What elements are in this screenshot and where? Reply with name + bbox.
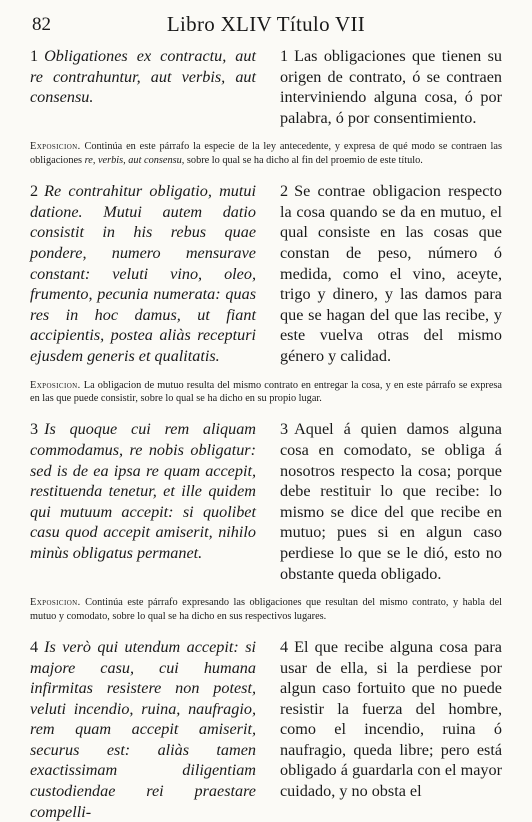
exposition-label: Exposicion. [30, 141, 81, 153]
latin-body: Re contrahitur obligatio, mutui datione. Mutui autem datio consistit in his rebus quae pondere, numero mensurave constant: veluti vino, oleo, frumento, pecunia numerata: quas res in hoc damus, ut fiant accipientis, postea aliàs recepturi ejusdem generis et qualitatis. [30, 182, 256, 365]
latin-text-1 [30, 46, 256, 128]
paragraph-number: 3 [280, 420, 289, 439]
book-page [30, 12, 502, 822]
latin-text-4 [30, 637, 256, 822]
running-title: Libro XLIV Título VII [166, 12, 366, 36]
exposition-text-end: sobre lo qual se ha dicho al fin del proemio de este título. [186, 154, 423, 166]
latin-text-3 [30, 419, 256, 584]
paragraph-number: 2 [30, 182, 39, 201]
spanish-text-1 [280, 46, 502, 128]
paragraph-2 [30, 181, 502, 366]
exposition-italic: re, verbis, aut consensu, [84, 154, 185, 166]
page-number: 82 [32, 14, 51, 35]
paragraph-number: 1 [30, 47, 39, 65]
paragraph-number: 4 [30, 637, 39, 656]
latin-body: Obligationes ex contractu, aut re contrahuntur, aut verbis, aut consensu. [30, 47, 256, 107]
exposition-label: Exposicion. [30, 597, 81, 609]
paragraph-number: 4 [280, 637, 289, 656]
paragraph-number: 2 [280, 182, 289, 201]
latin-body: Is quoque cui rem aliquam commodamus, re nobis obligatur: sed is de ea ipsa re quam accepit, restituenda tenetur, et ille quidem qui mutuum accepit: si quolibet casu quod accepit amiserit, nihilo minùs obligatus permanet. [30, 420, 256, 562]
page-header [30, 12, 502, 40]
paragraph-number: 1 [280, 47, 289, 65]
exposition-text: Continúa en este párrafo la especie de la ley antecedente, y expresa de qué modo se contraen las obligaciones [30, 141, 502, 166]
latin-text-2 [30, 181, 256, 366]
exposition-3 [30, 596, 502, 623]
exposition-1 [30, 140, 502, 167]
paragraph-3 [30, 419, 502, 584]
spanish-text-3 [280, 419, 502, 584]
spanish-text-2 [280, 181, 502, 366]
spanish-body: Se contrae obligacion respecto la cosa quando se da en mutuo, el qual consiste en las cosas que constan de peso, número ó medida, como el vino, aceyte, trigo y dinero, y las damos para que se hagan del que las recibe, y este vuelva otras del mismo género y calidad. [280, 182, 502, 365]
paragraph-4 [30, 637, 502, 822]
spanish-body: Aquel á quien damos alguna cosa en comodato, se obliga á nosotros respecto la cosa; porque debe restituir lo que recibe: lo mismo se dice del que recibe en mutuo; pues si en algun caso perdiese lo que se le dió, esto no obstante queda obligado. [280, 420, 502, 583]
exposition-text: Continúa este párrafo expresando las obligaciones que resultan del mismo contrato, y habla del mutuo y comodato, sobre lo qual se ha dicho en sus respectivos lugares. [30, 597, 503, 622]
exposition-2 [30, 379, 502, 406]
spanish-body: El que recibe alguna cosa para usar de ella, si la perdiese por algun caso fortuito que no puede resistir la fuerza del hombre, como el incendio, ruina ó naufragio, queda libre; pero está obligado á guardarla con el mayor cuidado, y no obsta el [280, 637, 502, 801]
latin-body: Is verò qui utendum accepit: si majore casu, cui humana infirmitas resistere non potest, veluti incendio, ruina, naufragio, rem quam accepit amiserit, securus est: aliàs tamen exactissimam diligentiam custodiendae rei praestare compelli- [30, 637, 256, 821]
spanish-body: Las obligaciones que tienen su origen de contrato, ó se contraen interviniendo alguna cosa, ó por palabra, ó por consentimiento. [280, 47, 502, 127]
spanish-text-4 [280, 637, 502, 822]
exposition-text: La obligacion de mutuo resulta del mismo contrato en entregar la cosa, y en este párrafo se expresa en las que puede consistir, sobre lo qual se ha dicho en su propio lugar. [30, 379, 502, 404]
paragraph-1 [30, 46, 502, 128]
exposition-label: Exposicion. [30, 379, 81, 391]
paragraph-number: 3 [30, 420, 39, 439]
